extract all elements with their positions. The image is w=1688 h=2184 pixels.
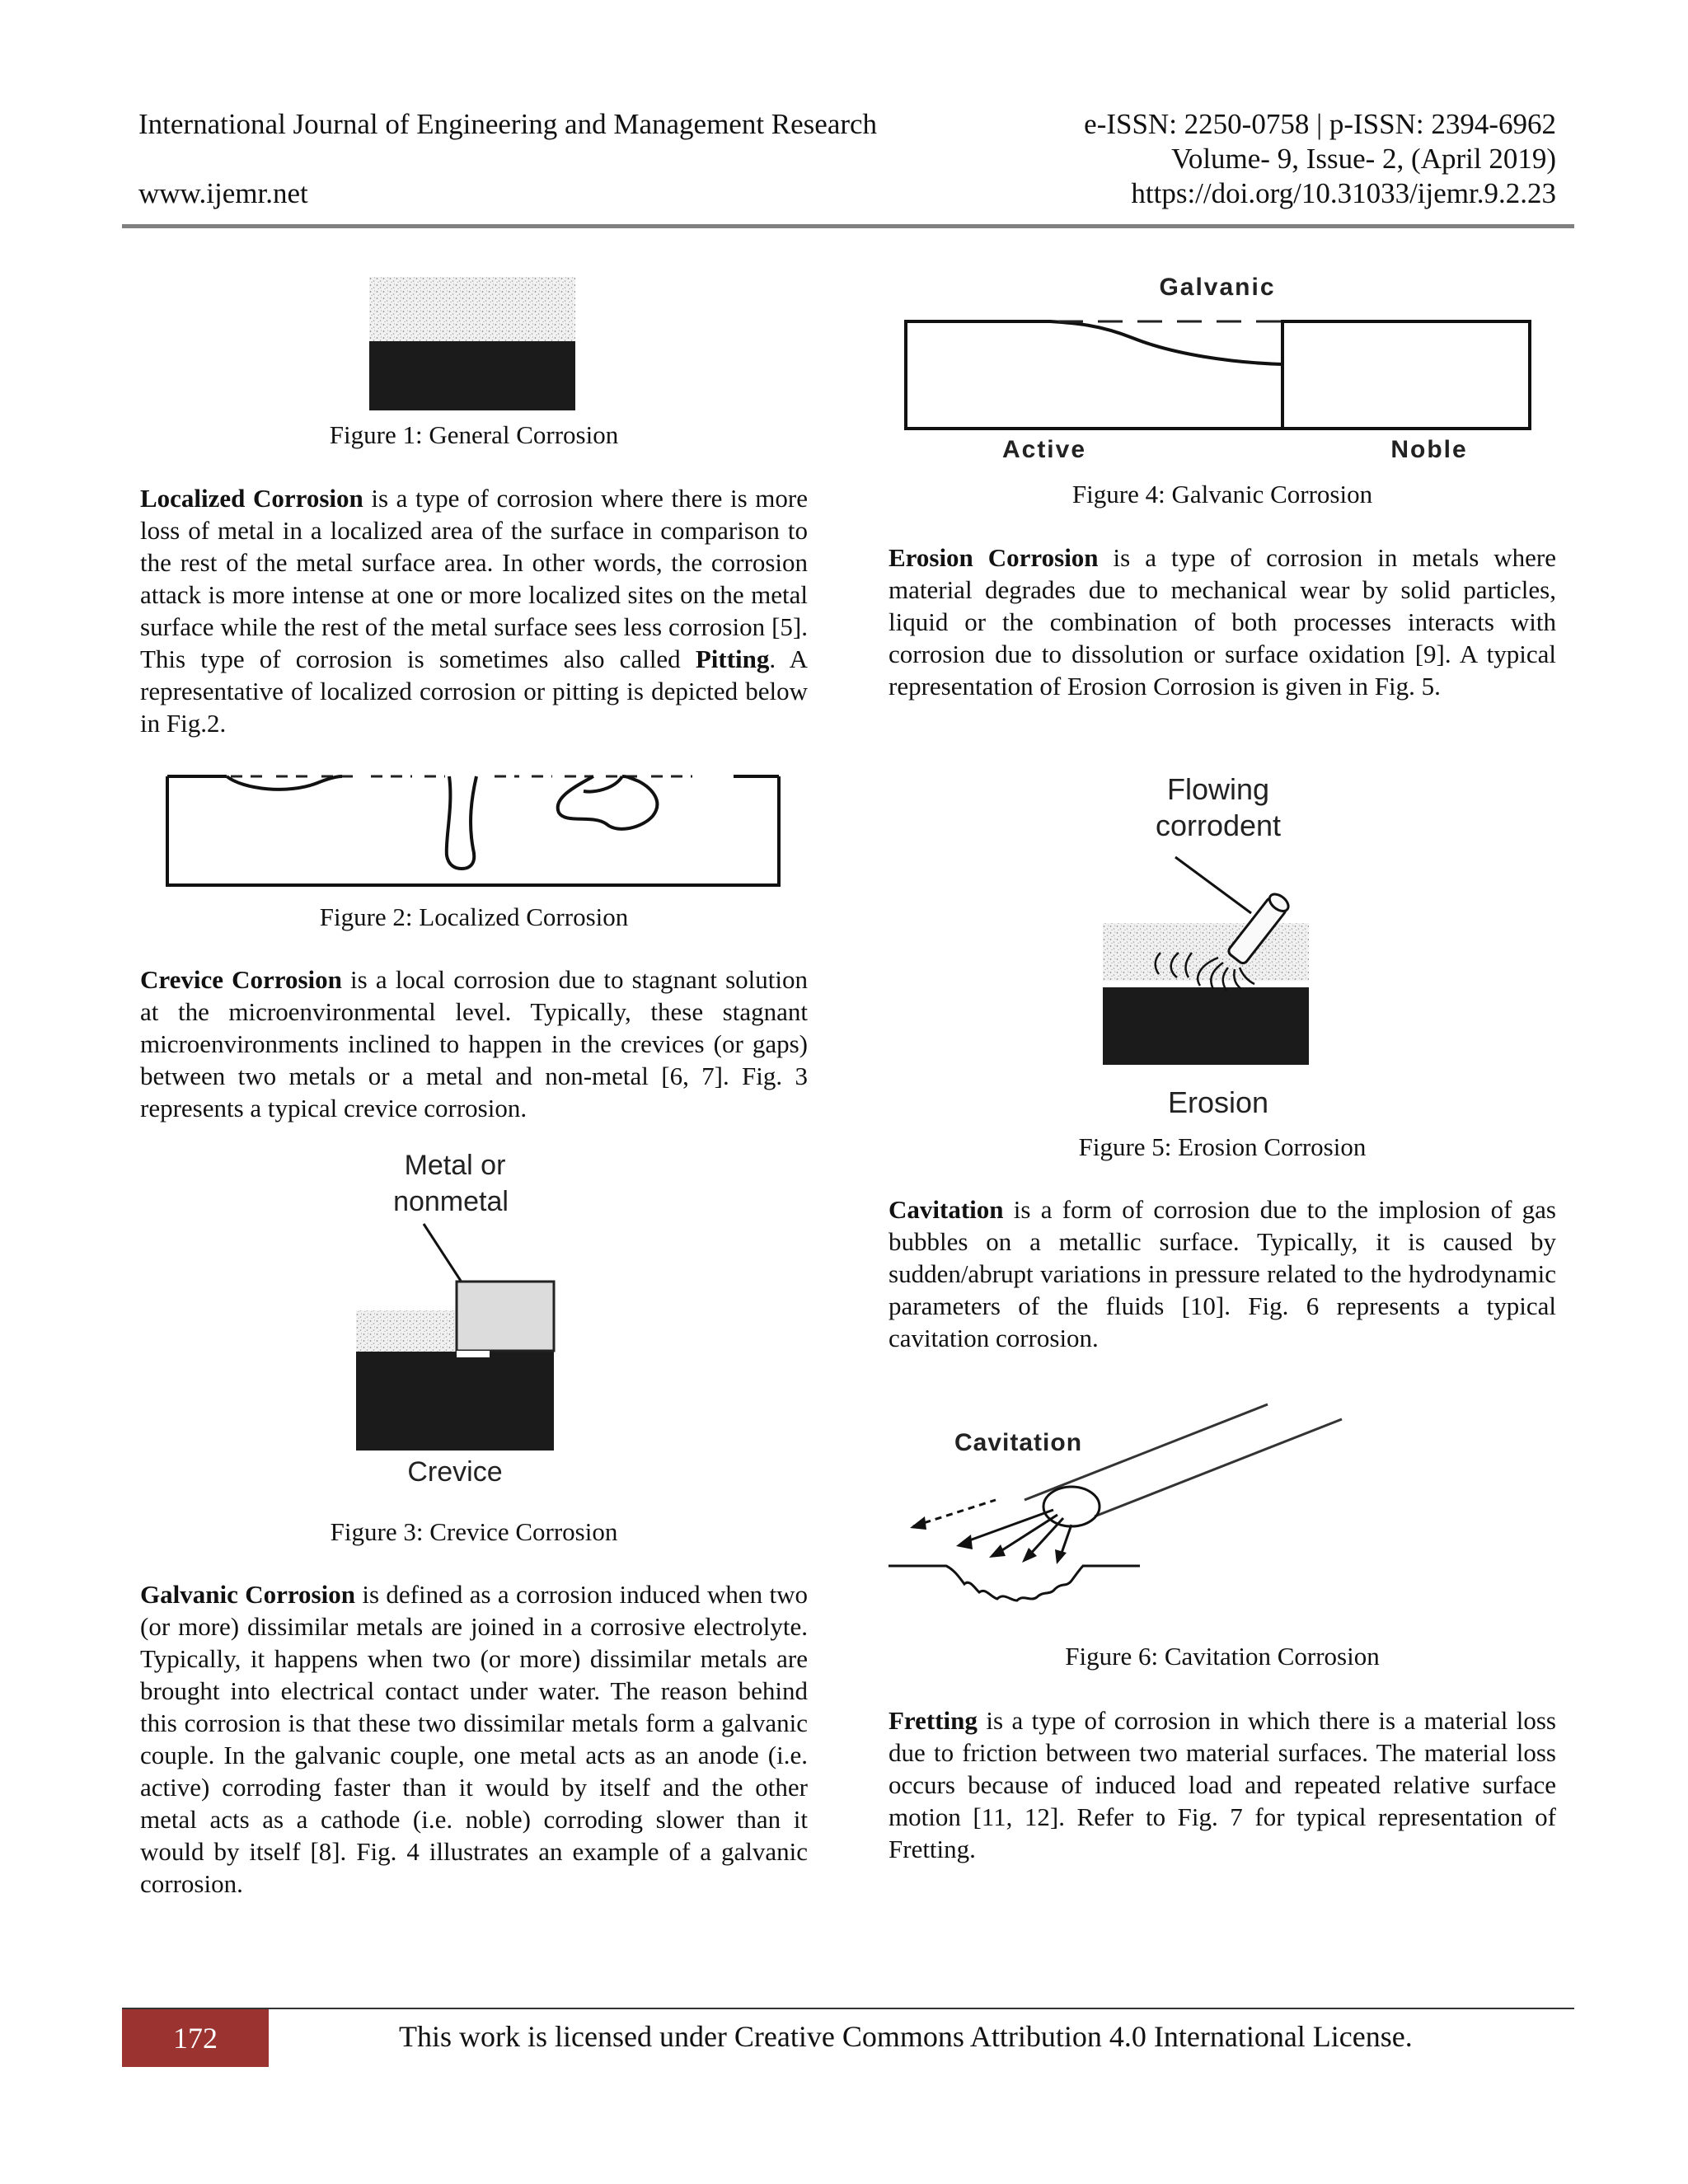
- term-erosion-corrosion: Erosion Corrosion: [889, 543, 1099, 572]
- volume-line: Volume- 9, Issue- 2, (April 2019): [1171, 143, 1556, 175]
- figure-5-caption: Figure 5: Erosion Corrosion: [1078, 1132, 1367, 1161]
- figure-3-crevice-corrosion: [356, 1141, 570, 1488]
- figure-5-label-erosion: Erosion: [1167, 1085, 1269, 1119]
- paragraph-fretting: Fretting is a type of corrosion in which there is a material loss due to friction between two material surfaces. The material loss occurs because of induced load and repeated relative surface motion [11, 12]. Refer to Fig. 7 for typical representation of Fretting.: [889, 1706, 1556, 1863]
- figure-4-label-noble: Noble: [1390, 436, 1468, 463]
- paragraph-galvanic-corrosion: Galvanic Corrosion is defined as a corrosion induced when two (or more) dissimilar metals are joined in a corrosive electrolyte. Typically, it happens when two (or more) dissimilar metals are brought into electrical contact under water. The reason behind this corrosion is that these two dissimilar metals form a galvanic couple. In the galvanic couple, one metal acts as an anode (i.e. active) corroding faster than it would by itself and the other metal acts as a cathode (i.e. noble) corroding slower than it would by itself [8]. Fig. 4 illustrates an example of a galvanic corrosion.: [140, 1580, 809, 1898]
- footer-rule: [122, 2008, 1574, 2009]
- figure-2-localized-corrosion: [165, 773, 783, 892]
- figure-6-caption: Figure 6: Cavitation Corrosion: [1065, 1642, 1380, 1671]
- license-notice: This work is licensed under Creative Commons Attribution 4.0 International License.: [399, 2020, 1413, 2053]
- issn-line: e-ISSN: 2250-0758 | p-ISSN: 2394-6962: [1084, 108, 1556, 140]
- journal-name: International Journal of Engineering and Management Research: [138, 108, 878, 140]
- figure-1-general-corrosion: [369, 277, 575, 410]
- figure-3-label-nonmetal: nonmetal: [393, 1186, 509, 1217]
- term-cavitation: Cavitation: [889, 1195, 1004, 1224]
- left-column: [140, 0, 808, 2184]
- figure-5-label-corrodent: corrodent: [1155, 808, 1282, 842]
- figure-4-galvanic-corrosion: [902, 272, 1536, 463]
- figure-6-cavitation-corrosion: [889, 1393, 1367, 1624]
- figure-3-caption: Figure 3: Crevice Corrosion: [330, 1517, 618, 1546]
- figure-4-label-galvanic: Galvanic: [1159, 274, 1276, 301]
- figure-2-caption: Figure 2: Localized Corrosion: [319, 902, 629, 931]
- paragraph-erosion-corrosion: Erosion Corrosion is a type of corrosion in metals where material degrades due to mechanical wear by solid particles, liquid or the combination of both processes interacts with corrosion due to dissolution or surface oxidation [9]. A typical representation of Erosion Corrosion is given in Fig. 5.: [889, 543, 1556, 701]
- doi-link[interactable]: https://doi.org/10.31033/ijemr.9.2.23: [1131, 177, 1556, 209]
- paragraph-crevice-corrosion: Crevice Corrosion is a local corrosion due to stagnant solution at the microenvironmental level. Typically, these stagnant microenvironments inclined to happen in the crevices (or gaps) between two metals or a metal and non-metal [6, 7]. Fig. 3 represents a typical crevice corrosion.: [140, 965, 808, 1122]
- figure-4-caption: Figure 4: Galvanic Corrosion: [1071, 480, 1373, 509]
- figure-3-label-metal: Metal or: [404, 1150, 506, 1181]
- figure-1-caption: Figure 1: General Corrosion: [329, 420, 619, 449]
- figure-6-label-cavitation: Cavitation: [954, 1429, 1083, 1456]
- paragraph-cavitation: Cavitation is a form of corrosion due to the implosion of gas bubbles on a metallic surface. Typically, it is caused by sudden/abrupt variations in pressure related to the hydrodynamic parameters of the fluids [10]. Fig. 6 represents a typical cavitation corrosion.: [889, 1195, 1556, 1352]
- figure-5-erosion-corrosion: [1103, 766, 1367, 1121]
- paragraph-localized-corrosion: Localized Corrosion is a type of corrosion where there is more loss of metal in a localized area of the surface in comparison to the rest of the metal surface area. In other words, the corrosion attack is more intense at one or more localized sites on the metal surface while the rest of the metal surface sees less corrosion [5]. This type of corrosion is sometimes also called Pitting. A representative of localized corrosion or pitting is depicted below in Fig.2.: [140, 484, 808, 738]
- term-localized-corrosion: Localized Corrosion: [140, 484, 363, 513]
- figure-3-label-crevice: Crevice: [407, 1456, 503, 1488]
- page-number: 172: [173, 2022, 218, 2055]
- term-crevice-corrosion: Crevice Corrosion: [140, 965, 342, 994]
- figure-5-label-flowing: Flowing: [1166, 772, 1270, 806]
- figure-4-label-active: Active: [1001, 436, 1087, 463]
- journal-website[interactable]: www.ijemr.net: [138, 177, 308, 209]
- page-number-badge: [122, 2009, 269, 2067]
- term-fretting: Fretting: [889, 1706, 978, 1735]
- term-galvanic-corrosion: Galvanic Corrosion: [140, 1580, 355, 1609]
- term-pitting: Pitting: [695, 644, 770, 673]
- right-column: [889, 0, 1556, 2184]
